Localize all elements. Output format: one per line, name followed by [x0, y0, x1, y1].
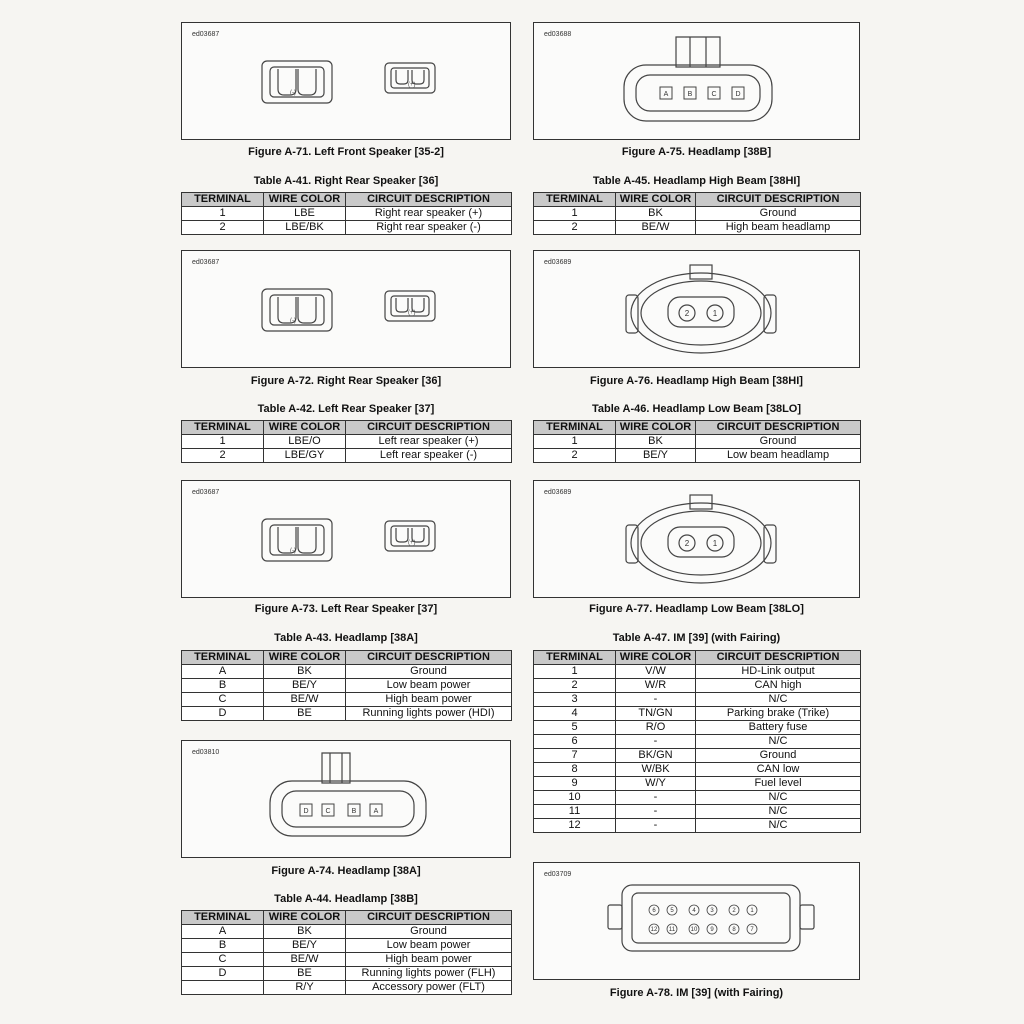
speaker-connector-large — [262, 61, 332, 103]
pin-label: 11 — [668, 927, 676, 933]
figure-caption: Figure A-72. Right Rear Speaker [36] — [250, 375, 442, 387]
table-row — [182, 693, 512, 707]
cell-circuit: Accessory power (FLT) — [346, 981, 512, 995]
cell-circuit: Fuel level — [696, 777, 861, 791]
cell-circuit: Parking brake (Trike) — [696, 707, 861, 721]
cell-circuit: Low beam power — [346, 679, 512, 693]
pin-label: 2 — [684, 309, 690, 318]
cell-terminal: 2 — [534, 449, 616, 463]
pin-row — [300, 804, 382, 816]
figure-caption: Figure A-74. Headlamp [38A] — [271, 865, 421, 877]
cell-wire-color: BE — [264, 707, 346, 721]
terminal-label-minus: (-) — [290, 548, 296, 554]
cell-terminal: 8 — [534, 763, 616, 777]
high-beam-connector-drawing — [534, 251, 861, 369]
terminal-label-minus: (-) — [290, 318, 296, 324]
cell-terminal: 7 — [534, 749, 616, 763]
cell-terminal: 2 — [182, 221, 264, 235]
cell-wire-color: LBE/GY — [264, 449, 346, 463]
figure-code: ed03687 — [192, 31, 220, 38]
wiring-table-a42 — [181, 420, 512, 463]
cell-wire-color: R/O — [616, 721, 696, 735]
speaker-connector-small — [385, 291, 435, 321]
terminal-label-plus: (+) — [408, 540, 416, 546]
pin-label: 2 — [684, 539, 690, 548]
header-circuit: CIRCUIT DESCRIPTION — [346, 421, 512, 435]
wiring-table-a43 — [181, 650, 512, 721]
cell-terminal: D — [182, 707, 264, 721]
cell-circuit: High beam headlamp — [696, 221, 861, 235]
figure-code: ed03810 — [192, 749, 220, 756]
pin-label: B — [351, 808, 357, 815]
cell-wire-color: W/Y — [616, 777, 696, 791]
cell-wire-color: W/BK — [616, 763, 696, 777]
pin-label: 4 — [692, 908, 696, 914]
header-circuit: CIRCUIT DESCRIPTION — [696, 193, 861, 207]
cell-terminal: 9 — [534, 777, 616, 791]
cell-circuit: N/C — [696, 805, 861, 819]
table-row — [534, 805, 861, 819]
pin-label: 6 — [652, 908, 656, 914]
table-row — [182, 939, 512, 953]
table-row — [534, 763, 861, 777]
cell-wire-color: BE/Y — [264, 939, 346, 953]
cell-wire-color: LBE — [264, 207, 346, 221]
headlamp-connector-drawing — [534, 23, 861, 141]
pin-label: 3 — [710, 908, 714, 914]
cell-terminal: 2 — [534, 679, 616, 693]
header-circuit: CIRCUIT DESCRIPTION — [346, 911, 512, 925]
header-wire-color: WIRE COLOR — [616, 651, 696, 665]
figure-a73 — [181, 480, 511, 598]
cell-circuit: HD-Link output — [696, 665, 861, 679]
cell-terminal: 1 — [534, 665, 616, 679]
cell-wire-color: - — [616, 819, 696, 833]
figure-caption: Figure A-71. Left Front Speaker [35-2] — [248, 146, 444, 158]
cell-circuit: Right rear speaker (+) — [346, 207, 512, 221]
table-title: Table A-43. Headlamp [38A] — [274, 632, 418, 644]
figure-a74 — [181, 740, 511, 858]
header-wire-color: WIRE COLOR — [264, 421, 346, 435]
wiring-table-a44 — [181, 910, 512, 995]
figure-caption: Figure A-77. Headlamp Low Beam [38LO] — [589, 603, 804, 615]
cell-terminal: 2 — [182, 449, 264, 463]
header-terminal: TERMINAL — [534, 193, 616, 207]
table-title: Table A-41. Right Rear Speaker [36] — [253, 175, 439, 187]
table-row — [182, 449, 512, 463]
header-wire-color: WIRE COLOR — [264, 651, 346, 665]
cell-circuit: High beam power — [346, 953, 512, 967]
cell-wire-color: BK — [264, 925, 346, 939]
cell-terminal: 1 — [182, 435, 264, 449]
pin-row — [660, 87, 744, 99]
header-wire-color: WIRE COLOR — [616, 193, 696, 207]
pin-label: B — [687, 91, 693, 98]
cell-terminal: 3 — [534, 693, 616, 707]
cell-wire-color: LBE/O — [264, 435, 346, 449]
header-terminal: TERMINAL — [534, 421, 616, 435]
cell-circuit: High beam power — [346, 693, 512, 707]
table-row — [534, 721, 861, 735]
cell-terminal: 1 — [182, 207, 264, 221]
cell-circuit: Left rear speaker (-) — [346, 449, 512, 463]
table-row — [182, 953, 512, 967]
cell-wire-color: BE — [264, 967, 346, 981]
figure-code: ed03689 — [544, 259, 572, 266]
table-row — [182, 435, 512, 449]
figure-a71 — [181, 22, 511, 140]
connector-body — [626, 265, 776, 353]
figure-a78 — [533, 862, 860, 980]
figure-caption: Figure A-73. Left Rear Speaker [37] — [254, 603, 438, 615]
cell-circuit: N/C — [696, 693, 861, 707]
cell-wire-color: BK — [264, 665, 346, 679]
pin-label: A — [663, 91, 669, 98]
pin-label: 9 — [710, 927, 714, 933]
cell-circuit: CAN high — [696, 679, 861, 693]
cell-wire-color: BK — [616, 435, 696, 449]
cell-wire-color: R/Y — [264, 981, 346, 995]
table-title: Table A-47. IM [39] (with Fairing) — [612, 632, 781, 644]
cell-wire-color: V/W — [616, 665, 696, 679]
figure-caption: Figure A-78. IM [39] (with Fairing) — [609, 987, 784, 999]
low-beam-connector-drawing — [534, 481, 861, 599]
cell-circuit: Ground — [696, 435, 861, 449]
pin-label: 1 — [712, 539, 718, 548]
cell-wire-color: BE/W — [616, 221, 696, 235]
table-row — [534, 777, 861, 791]
cell-circuit: Ground — [696, 207, 861, 221]
cell-circuit: Left rear speaker (+) — [346, 435, 512, 449]
pin-grid — [649, 905, 757, 934]
pin-label: D — [735, 91, 741, 98]
speaker-connector-drawing — [182, 23, 512, 141]
table-row — [534, 207, 861, 221]
cell-circuit: Running lights power (FLH) — [346, 967, 512, 981]
terminal-label-plus: (+) — [408, 82, 416, 88]
header-terminal: TERMINAL — [182, 911, 264, 925]
cell-terminal: D — [182, 967, 264, 981]
pin-label: C — [711, 91, 717, 98]
pin-row — [685, 539, 718, 548]
table-row — [534, 435, 861, 449]
table-row — [534, 221, 861, 235]
pin-label: D — [303, 808, 309, 815]
wiring-table-a45 — [533, 192, 861, 235]
terminal-label-minus: (-) — [290, 90, 296, 96]
pin-label: 10 — [690, 927, 698, 933]
cell-terminal: 11 — [534, 805, 616, 819]
connector-body — [624, 37, 772, 121]
cell-circuit: Battery fuse — [696, 721, 861, 735]
header-terminal: TERMINAL — [534, 651, 616, 665]
cell-terminal: A — [182, 925, 264, 939]
cell-wire-color: W/R — [616, 679, 696, 693]
cell-wire-color: - — [616, 735, 696, 749]
cell-terminal: 4 — [534, 707, 616, 721]
table-title: Table A-42. Left Rear Speaker [37] — [257, 403, 435, 415]
table-title: Table A-44. Headlamp [38B] — [274, 893, 418, 905]
cell-wire-color: TN/GN — [616, 707, 696, 721]
speaker-connector-large — [262, 289, 332, 331]
header-terminal: TERMINAL — [182, 421, 264, 435]
connector-body — [626, 495, 776, 583]
cell-circuit: Low beam headlamp — [696, 449, 861, 463]
cell-terminal: 10 — [534, 791, 616, 805]
table-row — [182, 665, 512, 679]
cell-terminal: 1 — [534, 207, 616, 221]
cell-terminal: B — [182, 679, 264, 693]
im-connector-drawing — [534, 863, 861, 981]
table-row — [534, 749, 861, 763]
cell-circuit: CAN low — [696, 763, 861, 777]
cell-circuit: Ground — [346, 665, 512, 679]
pin-label: C — [325, 808, 331, 815]
cell-wire-color: BK — [616, 207, 696, 221]
header-wire-color: WIRE COLOR — [616, 421, 696, 435]
wiring-table-a47 — [533, 650, 861, 833]
table-row — [182, 221, 512, 235]
figure-a76 — [533, 250, 860, 368]
wiring-table-a41 — [181, 192, 512, 235]
terminal-label-plus: (+) — [408, 310, 416, 316]
cell-terminal — [182, 981, 264, 995]
pin-label: 5 — [670, 908, 674, 914]
speaker-connector-large — [262, 519, 332, 561]
cell-circuit: N/C — [696, 819, 861, 833]
table-row — [534, 735, 861, 749]
cell-terminal: C — [182, 953, 264, 967]
table-row — [182, 925, 512, 939]
header-circuit: CIRCUIT DESCRIPTION — [346, 651, 512, 665]
table-row — [534, 707, 861, 721]
header-wire-color: WIRE COLOR — [264, 193, 346, 207]
table-row — [534, 693, 861, 707]
header-terminal: TERMINAL — [182, 193, 264, 207]
table-row — [534, 819, 861, 833]
table-title: Table A-45. Headlamp High Beam [38HI] — [592, 175, 801, 187]
headlamp-connector-drawing — [182, 741, 512, 859]
table-row — [182, 981, 512, 995]
cell-circuit: Low beam power — [346, 939, 512, 953]
pin-label: 1 — [712, 309, 718, 318]
header-wire-color: WIRE COLOR — [264, 911, 346, 925]
cell-wire-color: - — [616, 693, 696, 707]
speaker-connector-small — [385, 63, 435, 93]
cell-wire-color: - — [616, 791, 696, 805]
table-row — [182, 207, 512, 221]
figure-code: ed03687 — [192, 259, 220, 266]
wiring-table-a46 — [533, 420, 861, 463]
cell-wire-color: BE/W — [264, 953, 346, 967]
cell-terminal: 2 — [534, 221, 616, 235]
cell-terminal: 12 — [534, 819, 616, 833]
pin-row — [685, 309, 718, 318]
figure-code: ed03687 — [192, 489, 220, 496]
connector-body — [270, 753, 426, 836]
figure-code: ed03709 — [544, 871, 572, 878]
cell-wire-color: BE/Y — [616, 449, 696, 463]
connector-body — [608, 885, 814, 951]
pin-label: 7 — [750, 927, 754, 933]
cell-terminal: 1 — [534, 435, 616, 449]
pin-label: 1 — [750, 908, 754, 914]
table-title: Table A-46. Headlamp Low Beam [38LO] — [591, 403, 802, 415]
speaker-connector-drawing — [182, 481, 512, 599]
header-circuit: CIRCUIT DESCRIPTION — [696, 421, 861, 435]
cell-terminal: C — [182, 693, 264, 707]
cell-circuit: N/C — [696, 791, 861, 805]
pin-label: 8 — [732, 927, 736, 933]
speaker-connector-drawing — [182, 251, 512, 369]
cell-terminal: A — [182, 665, 264, 679]
figure-a72 — [181, 250, 511, 368]
figure-a77 — [533, 480, 860, 598]
header-terminal: TERMINAL — [182, 651, 264, 665]
pin-label: 12 — [650, 927, 658, 933]
cell-circuit: Right rear speaker (-) — [346, 221, 512, 235]
table-row — [534, 679, 861, 693]
cell-circuit: Ground — [696, 749, 861, 763]
figure-code: ed03689 — [544, 489, 572, 496]
table-row — [182, 679, 512, 693]
cell-terminal: B — [182, 939, 264, 953]
header-circuit: CIRCUIT DESCRIPTION — [696, 651, 861, 665]
table-row — [182, 967, 512, 981]
figure-caption: Figure A-75. Headlamp [38B] — [621, 146, 772, 158]
cell-wire-color: - — [616, 805, 696, 819]
table-row — [534, 665, 861, 679]
cell-circuit: Running lights power (HDI) — [346, 707, 512, 721]
table-row — [182, 707, 512, 721]
figure-caption: Figure A-76. Headlamp High Beam [38HI] — [590, 375, 803, 387]
cell-wire-color: BE/Y — [264, 679, 346, 693]
table-row — [534, 791, 861, 805]
cell-terminal: 6 — [534, 735, 616, 749]
table-row — [534, 449, 861, 463]
cell-circuit: Ground — [346, 925, 512, 939]
speaker-connector-small — [385, 521, 435, 551]
cell-wire-color: BE/W — [264, 693, 346, 707]
figure-a75 — [533, 22, 860, 140]
cell-wire-color: BK/GN — [616, 749, 696, 763]
pin-label: 2 — [732, 908, 736, 914]
pin-label: A — [373, 808, 379, 815]
cell-wire-color: LBE/BK — [264, 221, 346, 235]
cell-circuit: N/C — [696, 735, 861, 749]
header-circuit: CIRCUIT DESCRIPTION — [346, 193, 512, 207]
figure-code: ed03688 — [544, 31, 572, 38]
cell-terminal: 5 — [534, 721, 616, 735]
